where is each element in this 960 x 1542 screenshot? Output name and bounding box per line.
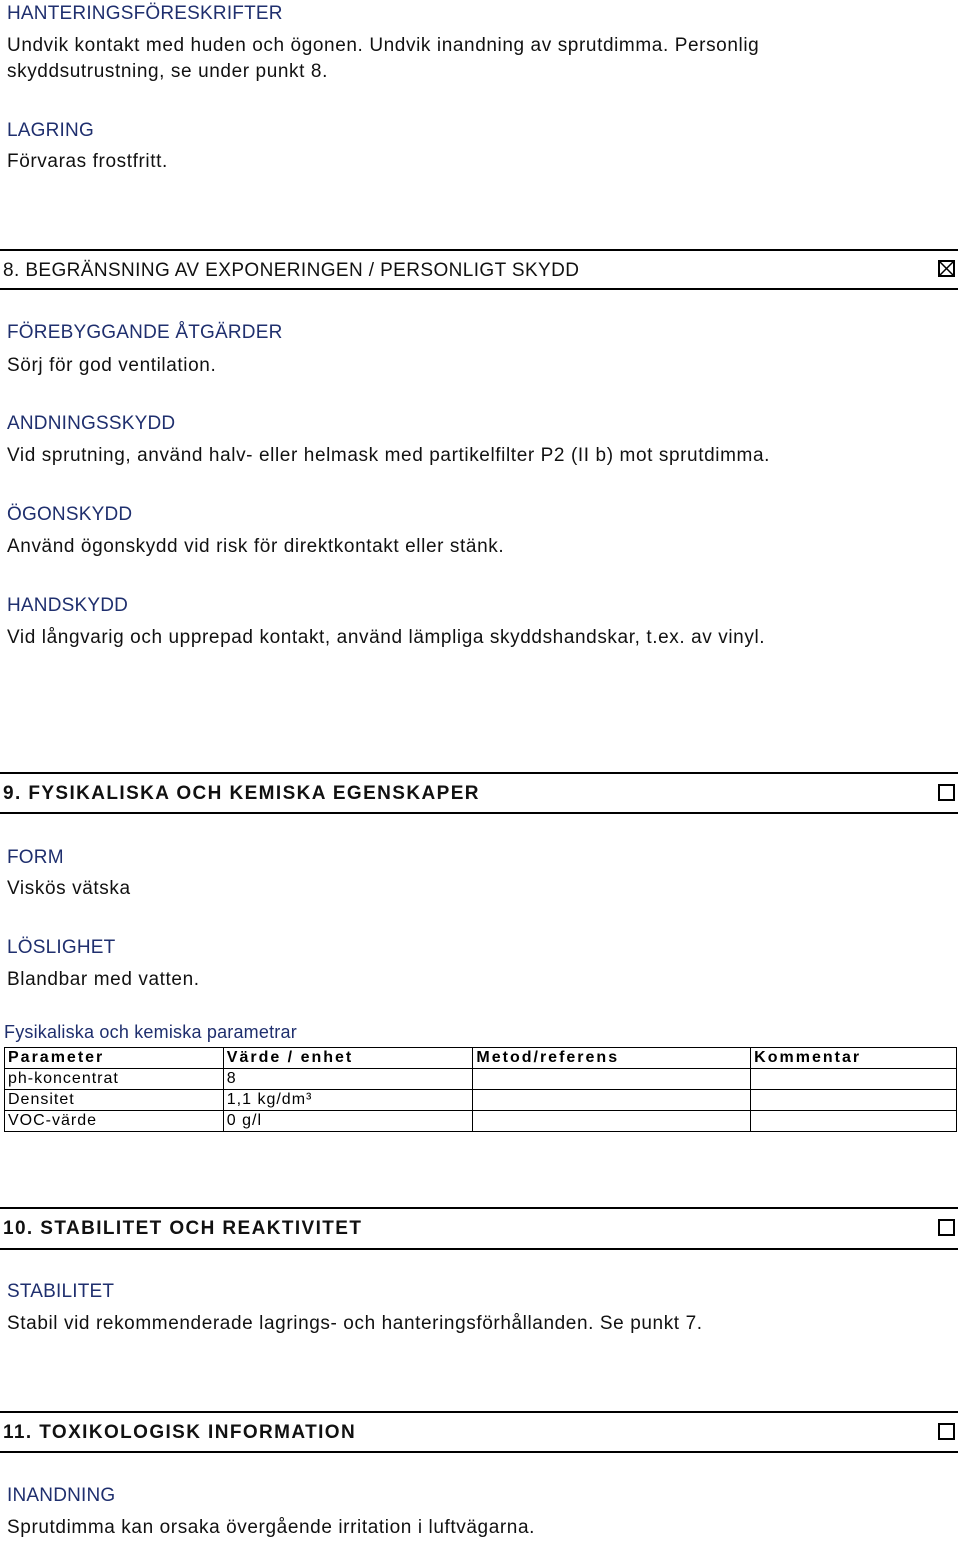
table-cell xyxy=(751,1090,957,1111)
form-text: Viskös vätska xyxy=(7,878,131,899)
table-cell xyxy=(473,1090,751,1111)
section10-checkbox[interactable] xyxy=(938,1219,955,1236)
section10-bottom-rule xyxy=(0,1248,958,1250)
preventive-text: Sörj för god ventilation. xyxy=(7,355,217,376)
solubility-label: LÖSLIGHET xyxy=(7,937,116,958)
section11-top-rule xyxy=(0,1411,958,1413)
table-row xyxy=(5,1069,957,1090)
table-header-cell: Värde / enhet xyxy=(223,1048,473,1069)
table-header-cell: Kommentar xyxy=(751,1048,957,1069)
handling-label: HANTERINGSFÖRESKRIFTER xyxy=(7,3,283,24)
section11-checkbox[interactable] xyxy=(938,1423,955,1440)
section11-title: 11. TOXIKOLOGISK INFORMATION xyxy=(3,1422,357,1443)
table-cell: Densitet xyxy=(5,1090,224,1111)
section8-title: 8. BEGRÄNSNING AV EXPONERINGEN / PERSONLIGT SKYDD xyxy=(3,260,580,281)
section8-top-rule xyxy=(0,249,958,251)
eye-label: ÖGONSKYDD xyxy=(7,504,133,525)
stability-label: STABILITET xyxy=(7,1281,115,1302)
table-cell xyxy=(473,1111,751,1132)
section9-checkbox[interactable] xyxy=(938,784,955,801)
section9-bottom-rule xyxy=(0,812,958,814)
section9-title: 9. FYSIKALISKA OCH KEMISKA EGENSKAPER xyxy=(3,783,480,804)
section10-title: 10. STABILITET OCH REAKTIVITET xyxy=(3,1218,363,1239)
respiratory-text: Vid sprutning, använd halv- eller helmask med partikelfilter P2 (II b) mot sprutdimma. xyxy=(7,445,770,466)
section9-top-rule xyxy=(0,772,958,774)
eye-text: Använd ögonskydd vid risk för direktkontakt eller stänk. xyxy=(7,536,505,557)
section8-bottom-rule xyxy=(0,288,958,290)
storage-label: LAGRING xyxy=(7,120,94,141)
handling-text-line1: Undvik kontakt med huden och ögonen. Undvik inandning av sprutdimma. Personlig xyxy=(7,35,760,56)
table-cell xyxy=(473,1069,751,1090)
params-table xyxy=(4,1047,957,1132)
table-header-cell: Metod/referens xyxy=(473,1048,751,1069)
table-cell: 1,1 kg/dm³ xyxy=(223,1090,473,1111)
section11-bottom-rule xyxy=(0,1451,958,1453)
section8-checkbox[interactable] xyxy=(938,260,955,277)
checkbox-cross-icon xyxy=(940,262,953,275)
storage-text: Förvaras frostfritt. xyxy=(7,151,168,172)
inhalation-text: Sprutdimma kan orsaka övergående irritation i luftvägarna. xyxy=(7,1517,536,1538)
table-cell xyxy=(751,1111,957,1132)
form-label: FORM xyxy=(7,847,64,868)
solubility-text: Blandbar med vatten. xyxy=(7,969,200,990)
table-row xyxy=(5,1111,957,1132)
hand-label: HANDSKYDD xyxy=(7,595,129,616)
hand-text: Vid långvarig och upprepad kontakt, använd lämpliga skyddshandskar, t.ex. av vinyl. xyxy=(7,627,766,648)
inhalation-label: INANDNING xyxy=(7,1485,116,1506)
table-cell: ph-koncentrat xyxy=(5,1069,224,1090)
respiratory-label: ANDNINGSSKYDD xyxy=(7,413,176,434)
handling-text-line2: skyddsutrustning, se under punkt 8. xyxy=(7,61,328,82)
table-cell: 0 g/l xyxy=(223,1111,473,1132)
table-header-cell: Parameter xyxy=(5,1048,224,1069)
table-cell xyxy=(751,1069,957,1090)
section10-top-rule xyxy=(0,1207,958,1209)
stability-text: Stabil vid rekommenderade lagrings- och hanteringsförhållanden. Se punkt 7. xyxy=(7,1313,703,1334)
params-caption: Fysikaliska och kemiska parametrar xyxy=(4,1022,297,1042)
table-cell: VOC-värde xyxy=(5,1111,224,1132)
table-row xyxy=(5,1090,957,1111)
preventive-label: FÖREBYGGANDE ÅTGÄRDER xyxy=(7,322,283,343)
table-cell: 8 xyxy=(223,1069,473,1090)
table-header-row xyxy=(5,1048,957,1069)
